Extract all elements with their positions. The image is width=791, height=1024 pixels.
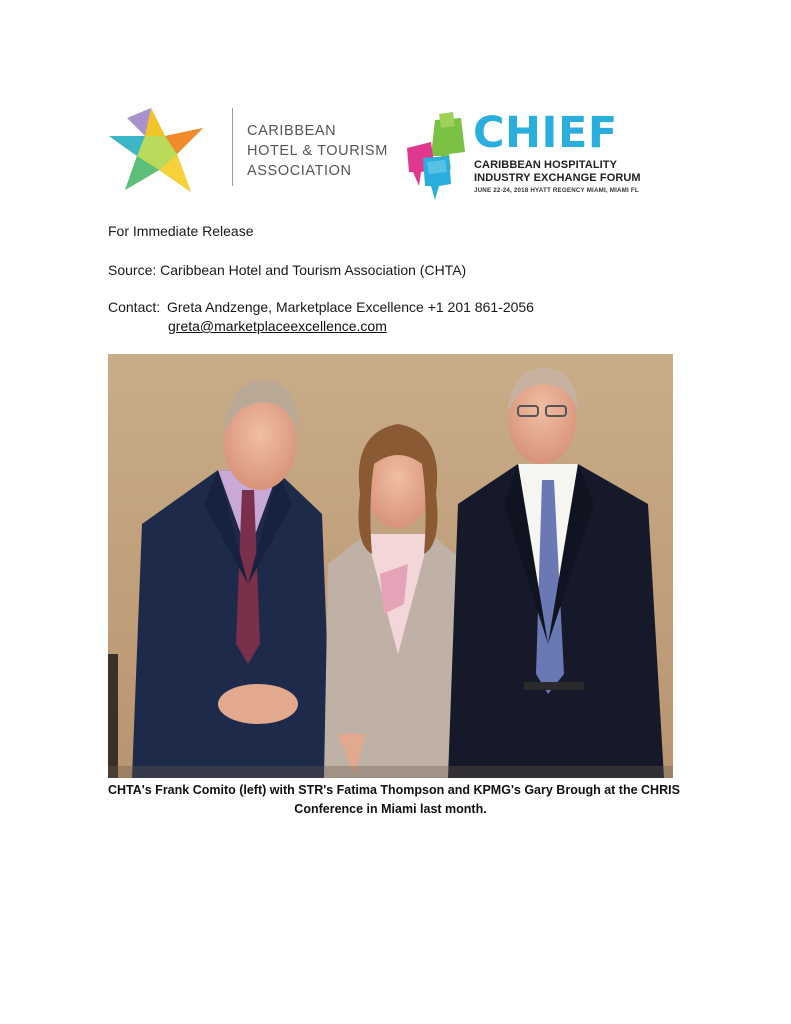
caption-line-2: Conference in Miami last month. <box>294 802 487 816</box>
chief-wordmark: CHIEF <box>473 108 618 158</box>
logo-divider <box>232 108 233 186</box>
chief-event-dates: JUNE 22-24, 2018 HYATT REGENCY MIAMI, MIAMI FL <box>474 187 639 194</box>
release-line: For Immediate Release <box>108 223 254 239</box>
group-photo <box>108 354 673 778</box>
chta-line-3: ASSOCIATION <box>247 163 352 179</box>
chta-wordmark <box>247 121 397 181</box>
contact-details: Greta Andzenge, Marketplace Excellence +1 201 861-2056 <box>167 299 534 315</box>
chta-line-1: CARIBBEAN <box>247 123 337 139</box>
caption-line-1: CHTA's Frank Comito (left) with STR's Fatima Thompson and KPMG's Gary Brough at the CHRIS <box>108 783 680 797</box>
contact-email-link[interactable]: greta@marketplaceexcellence.com <box>168 318 387 334</box>
chta-star-logo <box>107 106 217 198</box>
contact-label: Contact: <box>108 299 161 315</box>
chief-speech-bubbles-icon <box>405 112 479 200</box>
contact-line <box>108 299 534 315</box>
chta-line-2: HOTEL & TOURISM <box>247 143 388 159</box>
chief-subtitle-1: CARIBBEAN HOSPITALITY <box>474 159 618 171</box>
chief-subtitle-2: INDUSTRY EXCHANGE FORUM <box>474 172 641 184</box>
source-line: Source: Caribbean Hotel and Tourism Association (CHTA) <box>108 262 467 278</box>
photo-caption <box>108 781 680 819</box>
